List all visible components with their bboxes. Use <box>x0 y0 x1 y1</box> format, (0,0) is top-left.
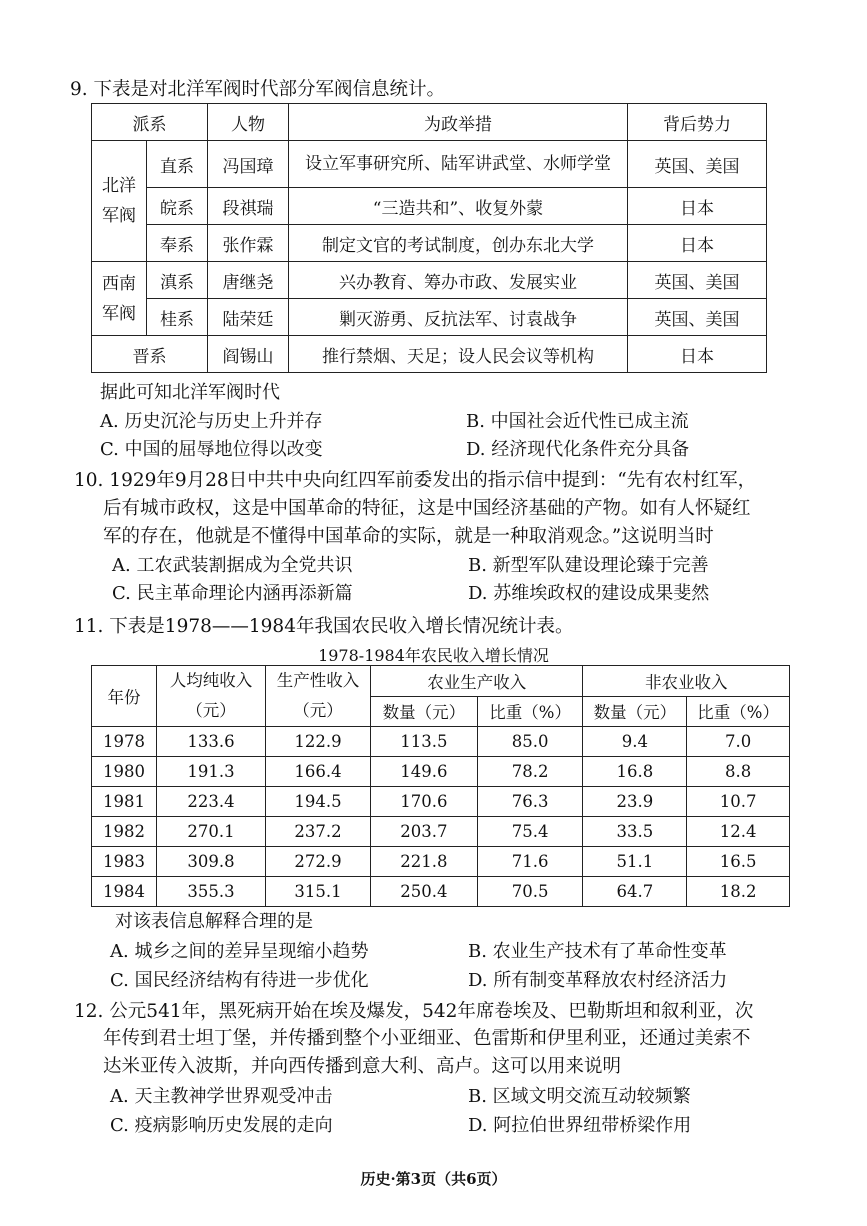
cell-faction: 奉系 <box>147 225 208 262</box>
cell-person: 张作霖 <box>208 225 289 262</box>
cell-policy: 制定文官的考试制度，创办东北大学 <box>289 225 628 262</box>
q11-after: 对该表信息解释合理的是 <box>115 911 313 932</box>
q12-line3: 达米亚传入波斯，并向西传播到意大利、高卢。这可以用来说明 <box>103 1056 622 1077</box>
cell-agri-amount: 113.5 <box>371 727 478 757</box>
cell-agri-amount: 250.4 <box>371 877 478 907</box>
q9-option-d[interactable]: D. 经济现代化条件充分具备 <box>466 439 690 460</box>
cell-year: 1982 <box>92 817 157 847</box>
cell-backer: 英国、美国 <box>628 141 767 188</box>
q11-option-b[interactable]: B. 农业生产技术有了革命性变革 <box>468 941 727 962</box>
header-agri-ratio: 比重（%） <box>477 696 583 727</box>
group-southwest: 西南军阀 <box>92 262 147 336</box>
cell-nonagri-amount: 9.4 <box>583 727 687 757</box>
table-row <box>92 262 767 299</box>
q11-table-caption: 1978-1984年农民收入增长情况 <box>318 646 549 665</box>
q11-income-table <box>91 665 790 907</box>
header-year: 年份 <box>92 666 157 727</box>
q9-warlord-table <box>91 103 767 373</box>
header-nonagri-ratio: 比重（%） <box>687 696 790 727</box>
cell-year: 1978 <box>92 727 157 757</box>
cell-net: 355.3 <box>157 877 266 907</box>
q10-line2: 后有城市政权，这是中国革命的特征，这是中国经济基础的产物。如有人怀疑红 <box>103 498 751 519</box>
cell-faction: 皖系 <box>147 188 208 225</box>
cell-net: 223.4 <box>157 787 266 817</box>
cell-net: 191.3 <box>157 757 266 787</box>
table-header-row <box>92 666 790 697</box>
cell-policy: 兴办教育、筹办市政、发展实业 <box>289 262 628 299</box>
q10-option-a[interactable]: A. 工农武装割据成为全党共识 <box>112 555 353 576</box>
cell-agri-amount: 170.6 <box>371 787 478 817</box>
q9-after: 据此可知北洋军阀时代 <box>100 382 280 403</box>
q9-option-c[interactable]: C. 中国的屈辱地位得以改变 <box>100 439 323 460</box>
header-net-income: 人均纯收入（元） <box>157 666 266 727</box>
cell-prod: 272.9 <box>266 847 371 877</box>
cell-agri-ratio: 75.4 <box>477 817 583 847</box>
cell-backer: 日本 <box>628 336 767 373</box>
cell-nonagri-ratio: 7.0 <box>687 727 790 757</box>
cell-nonagri-ratio: 18.2 <box>687 877 790 907</box>
header-agri-income: 农业生产收入 <box>371 666 583 697</box>
cell-policy: 设立军事研究所、陆军讲武堂、水师学堂 <box>289 141 628 188</box>
cell-nonagri-ratio: 16.5 <box>687 847 790 877</box>
q12-option-a[interactable]: A. 天主教神学世界观受冲击 <box>110 1086 333 1107</box>
table-row <box>92 847 790 877</box>
q9-option-b[interactable]: B. 中国社会近代性已成主流 <box>466 411 689 432</box>
cell-year: 1981 <box>92 787 157 817</box>
table-row <box>92 727 790 757</box>
page-footer: 历史·第3页（共6页） <box>360 1170 507 1188</box>
cell-faction: 桂系 <box>147 299 208 336</box>
cell-prod: 315.1 <box>266 877 371 907</box>
table-row <box>92 336 767 373</box>
cell-year: 1984 <box>92 877 157 907</box>
header-policy: 为政举措 <box>289 104 628 141</box>
cell-prod: 194.5 <box>266 787 371 817</box>
header-nonagri-amount: 数量（元） <box>583 696 687 727</box>
q9-stem: 9. 下表是对北洋军阀时代部分军阀信息统计。 <box>70 79 446 100</box>
cell-faction: 晋系 <box>92 336 208 373</box>
table-row <box>92 817 790 847</box>
q10-line3: 军的存在，他就是不懂得中国革命的实际，就是一种取消观念。”这说明当时 <box>103 526 714 547</box>
cell-agri-amount: 149.6 <box>371 757 478 787</box>
q10-option-c[interactable]: C. 民主革命理论内涵再添新篇 <box>112 583 353 604</box>
cell-agri-ratio: 85.0 <box>477 727 583 757</box>
cell-nonagri-ratio: 12.4 <box>687 817 790 847</box>
cell-year: 1983 <box>92 847 157 877</box>
cell-nonagri-ratio: 10.7 <box>687 787 790 817</box>
header-productive-income: 生产性收入（元） <box>266 666 371 727</box>
q12-option-b[interactable]: B. 区域文明交流互动较频繁 <box>468 1086 691 1107</box>
cell-faction: 滇系 <box>147 262 208 299</box>
q10-line1: 10. 1929年9月28日中共中央向红四军前委发出的指示信中提到：“先有农村红军， <box>74 470 757 491</box>
cell-person: 段祺瑞 <box>208 188 289 225</box>
q9-option-a[interactable]: A. 历史沉沦与历史上升并存 <box>100 411 323 432</box>
cell-policy: 剿灭游勇、反抗法军、讨袁战争 <box>289 299 628 336</box>
q10-option-d[interactable]: D. 苏维埃政权的建设成果斐然 <box>468 583 710 604</box>
table-row <box>92 141 767 188</box>
cell-prod: 122.9 <box>266 727 371 757</box>
q12-line1: 12. 公元541年，黑死病开始在埃及爆发，542年席卷埃及、巴勒斯坦和叙利亚，次 <box>74 1001 754 1022</box>
q12-line2: 年传到君士坦丁堡，并传播到整个小亚细亚、色雷斯和伊里利亚，还通过美索不 <box>103 1028 751 1049</box>
cell-policy: 推行禁烟、天足；设人民会议等机构 <box>289 336 628 373</box>
cell-prod: 166.4 <box>266 757 371 787</box>
cell-year: 1980 <box>92 757 157 787</box>
cell-faction: 直系 <box>147 141 208 188</box>
header-nonagri-income: 非农业收入 <box>583 666 790 697</box>
q11-option-a[interactable]: A. 城乡之间的差异呈现缩小趋势 <box>110 941 369 962</box>
table-row <box>92 787 790 817</box>
table-row <box>92 877 790 907</box>
cell-agri-amount: 221.8 <box>371 847 478 877</box>
cell-prod: 237.2 <box>266 817 371 847</box>
cell-nonagri-amount: 16.8 <box>583 757 687 787</box>
q11-option-c[interactable]: C. 国民经济结构有待进一步优化 <box>110 970 369 991</box>
cell-net: 133.6 <box>157 727 266 757</box>
cell-person: 冯国璋 <box>208 141 289 188</box>
cell-backer: 英国、美国 <box>628 262 767 299</box>
cell-agri-ratio: 78.2 <box>477 757 583 787</box>
cell-agri-ratio: 76.3 <box>477 787 583 817</box>
cell-person: 阎锡山 <box>208 336 289 373</box>
cell-agri-ratio: 70.5 <box>477 877 583 907</box>
header-agri-amount: 数量（元） <box>371 696 478 727</box>
header-backer: 背后势力 <box>628 104 767 141</box>
q12-option-d[interactable]: D. 阿拉伯世界纽带桥梁作用 <box>468 1115 692 1136</box>
cell-net: 270.1 <box>157 817 266 847</box>
cell-nonagri-amount: 64.7 <box>583 877 687 907</box>
cell-backer: 日本 <box>628 188 767 225</box>
table-header-row <box>92 104 767 141</box>
q11-stem: 11. 下表是1978——1984年我国农民收入增长情况统计表。 <box>74 616 574 637</box>
cell-nonagri-ratio: 8.8 <box>687 757 790 787</box>
cell-nonagri-amount: 51.1 <box>583 847 687 877</box>
header-person: 人物 <box>208 104 289 141</box>
cell-backer: 日本 <box>628 225 767 262</box>
group-beiyang: 北洋军阀 <box>92 141 147 262</box>
cell-backer: 英国、美国 <box>628 299 767 336</box>
cell-person: 陆荣廷 <box>208 299 289 336</box>
q12-option-c[interactable]: C. 疫病影响历史发展的走向 <box>110 1115 333 1136</box>
q11-option-d[interactable]: D. 所有制变革释放农村经济活力 <box>468 970 728 991</box>
cell-nonagri-amount: 33.5 <box>583 817 687 847</box>
cell-agri-ratio: 71.6 <box>477 847 583 877</box>
header-faction: 派系 <box>92 104 208 141</box>
table-row <box>92 757 790 787</box>
cell-policy: “三造共和”、收复外蒙 <box>289 188 628 225</box>
table-row <box>92 188 767 225</box>
cell-agri-amount: 203.7 <box>371 817 478 847</box>
table-row <box>92 225 767 262</box>
cell-nonagri-amount: 23.9 <box>583 787 687 817</box>
cell-net: 309.8 <box>157 847 266 877</box>
table-row <box>92 299 767 336</box>
cell-person: 唐继尧 <box>208 262 289 299</box>
q10-option-b[interactable]: B. 新型军队建设理论臻于完善 <box>468 555 709 576</box>
